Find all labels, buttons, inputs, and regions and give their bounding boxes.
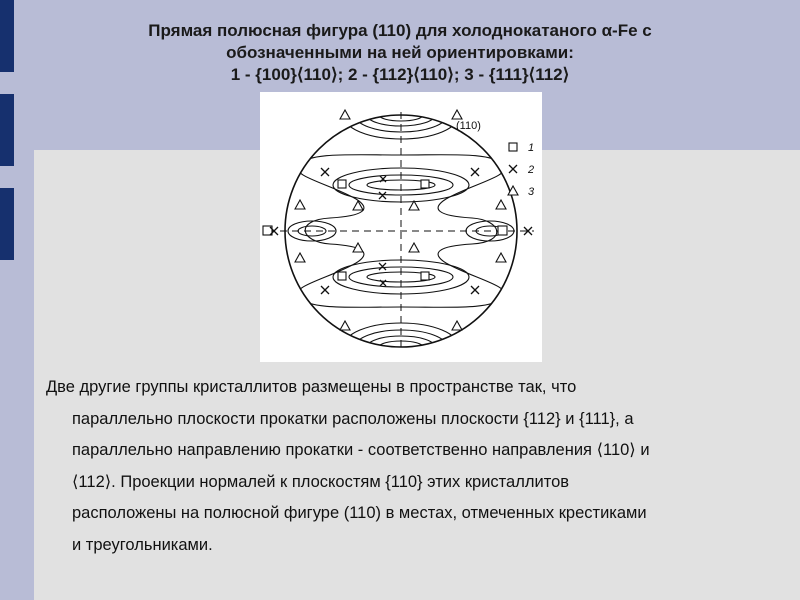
decorative-left-strip — [0, 0, 20, 600]
pole-figure-diagram — [260, 92, 542, 362]
body-line: ⟨112⟩. Проекции нормалей к плоскостям {110} этих кристаллитов — [72, 472, 570, 491]
accent-bar — [0, 94, 14, 166]
legend-number: 2 — [528, 164, 535, 176]
legend-number: 3 — [528, 186, 535, 198]
body-line: расположены на полюсной фигуре (110) в местах, отмеченных крестиками — [72, 504, 647, 522]
body-line: параллельно направлению прокатки - соответственно направления ⟨110⟩ и — [72, 441, 650, 459]
accent-bar — [0, 188, 14, 260]
body-line: и треугольниками. — [72, 535, 213, 554]
pole-label: (110) — [456, 120, 481, 132]
title-line: обозначенными на ней ориентировками: — [226, 43, 574, 62]
body-paragraph — [46, 372, 800, 561]
title-line: Прямая полюсная фигура (110) для холоднокатаного α-Fe с — [148, 21, 652, 40]
figure-legend — [508, 142, 535, 198]
accent-bar — [0, 0, 14, 72]
body-line: Две другие группы кристаллитов размещены в пространстве так, что — [46, 378, 577, 396]
pole-figure — [260, 92, 542, 362]
title-line: 1 - {100}⟨110⟩; 2 - {112}⟨110⟩; 3 - {111}⟨112⟩ — [230, 65, 570, 84]
cross-marker-icon — [509, 165, 517, 173]
square-marker-icon — [509, 143, 517, 151]
slide-title — [60, 20, 740, 86]
body-line: параллельно плоскости прокатки расположены плоскости {112} и {111}, а — [72, 409, 634, 428]
legend-number: 1 — [528, 142, 535, 154]
